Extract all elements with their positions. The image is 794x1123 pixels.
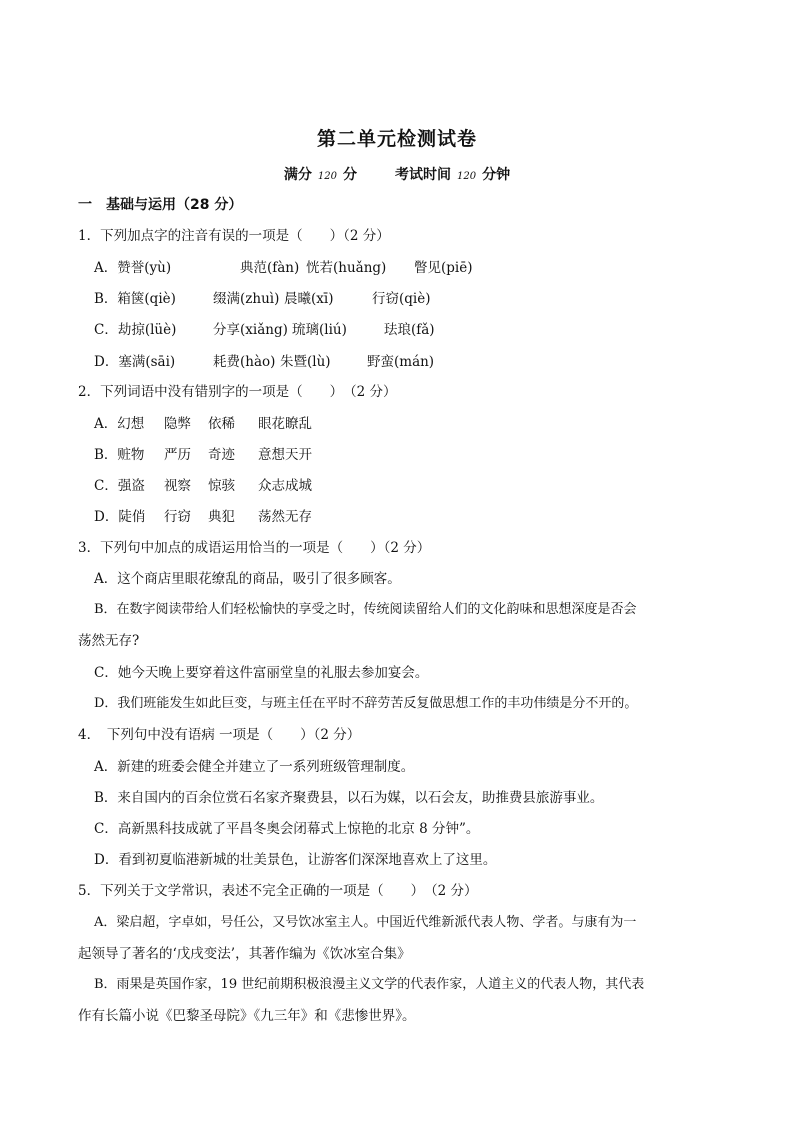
option-cell: B．箱箧(qiè) xyxy=(94,291,176,307)
score-label: 满分 xyxy=(283,167,312,183)
question-1-option-a xyxy=(94,258,694,278)
question-3-option-d: D．我们班能发生如此巨变，与班主任在平时不辞劳苦反复做思想工作的丰功伟绩是分不开的。 xyxy=(94,696,638,711)
question-3-option-b-continued: 荡然无存? xyxy=(78,633,140,649)
option-cell: 朱暨(lù) xyxy=(280,354,331,370)
option-cell: 野蛮(mán) xyxy=(367,354,435,370)
question-1-stem: 1．下列加点字的注音有误的一项是（ ）（2 分） xyxy=(78,228,390,244)
option-cell: 琉璃(liú) xyxy=(292,322,347,338)
question-5-option-a-continued: 起领导了著名的‘戊戌变法’，其著作编为《饮冰室合集》 xyxy=(78,946,411,962)
question-2-option-b xyxy=(94,445,694,465)
option-cell: 分享(xiǎng) xyxy=(213,322,288,338)
question-2-option-c xyxy=(94,476,694,496)
option-cell: 珐琅(fǎ) xyxy=(384,322,435,338)
question-1-option-d xyxy=(94,352,694,372)
option-cell: 瞥见(piē) xyxy=(414,260,473,276)
option-cell: D．陡俏 xyxy=(94,509,146,525)
option-cell: 耗费(hào) xyxy=(213,354,276,370)
option-cell: 缀满(zhuì) xyxy=(213,291,280,307)
option-cell: B．赃物 xyxy=(94,447,145,463)
option-cell: 严历 xyxy=(164,447,191,463)
score-value: 120 xyxy=(317,171,337,182)
question-5-option-b: B．雨果是英国作家，19 世纪前期积极浪漫主义文学的代表作家，人道主义的代表人物，其代表 xyxy=(94,977,645,992)
question-2-option-d xyxy=(94,507,694,527)
option-cell: 眼花瞭乱 xyxy=(258,416,312,432)
time-label: 考试时间 xyxy=(395,167,451,183)
question-4-option-a: A．新建的班委会健全并建立了一系列班级管理制度。 xyxy=(94,759,415,775)
time-value: 120 xyxy=(457,171,477,182)
option-cell: 行窃(qiè) xyxy=(372,291,431,307)
question-3-option-b: B．在数字阅读带给人们轻松愉快的享受之时，传统阅读留给人们的文化韵味和思想深度是否会 xyxy=(94,602,637,617)
option-cell: 恍若(huǎng) xyxy=(306,260,387,276)
option-cell: 典犯 xyxy=(208,509,235,525)
option-cell: 隐弊 xyxy=(164,416,191,432)
question-5-option-b-continued: 作有长篇小说《巴黎圣母院》《九三年》和《悲惨世界》。 xyxy=(78,1008,416,1024)
option-cell: 视察 xyxy=(164,478,191,494)
question-4-option-d: D．看到初夏临港新城的壮美景色，让游客们深深地喜欢上了这里。 xyxy=(94,852,497,868)
time-unit: 分钟 xyxy=(482,167,511,183)
option-cell: 典范(fàn) xyxy=(240,260,300,276)
question-2-stem: 2．下列词语中没有错别字的一项是（ ） （2 分） xyxy=(78,384,397,400)
option-cell: 晨曦(xī) xyxy=(284,291,334,307)
option-cell: D．塞满(sāi) xyxy=(94,354,176,370)
score-unit: 分 xyxy=(343,167,357,183)
option-cell: C．强盗 xyxy=(94,478,145,494)
option-cell: 意想天开 xyxy=(258,447,312,463)
section-heading: 一 基础与运用（28 分） xyxy=(78,197,243,213)
option-cell: A．赞誉(yù) xyxy=(94,260,172,276)
option-cell: 荡然无存 xyxy=(258,509,312,525)
page-title: 第二单元检测试卷 xyxy=(316,128,477,150)
option-cell: 依稀 xyxy=(208,416,235,432)
question-4-option-b: B．来自国内的百余位赏石名家齐聚费县，以石为媒，以石会友，助推费县旅游事业。 xyxy=(94,790,604,806)
option-cell: C．劫掠(lüè) xyxy=(94,322,177,338)
exam-info xyxy=(0,164,794,184)
question-5-option-a: A．梁启超，字卓如，号任公，又号饮冰室主人。中国近代维新派代表人物、学者。与康有为一 xyxy=(94,915,637,930)
option-cell: 行窃 xyxy=(164,509,191,525)
question-1-option-c xyxy=(94,320,694,340)
option-cell: 惊骇 xyxy=(208,478,235,494)
question-4-stem: 4． 下列句中没有语病 一项是（ ）（2 分） xyxy=(78,727,361,743)
question-5-stem: 5．下列关于文学常识，表述不完全正确的一项是（ ） （2 分） xyxy=(78,883,478,899)
option-cell: A．幻想 xyxy=(94,416,145,432)
question-2-option-a xyxy=(94,414,694,434)
question-3-stem: 3．下列句中加点的成语运用恰当的一项是（ ）（2 分） xyxy=(78,540,431,556)
question-4-option-c: C．高新黑科技成就了平昌冬奥会闭幕式上惊艳的北京 8 分钟”。 xyxy=(94,821,480,837)
option-cell: 众志成城 xyxy=(258,478,312,494)
question-3-option-c: C．她今天晚上要穿着这件富丽堂皇的礼服去参加宴会。 xyxy=(94,665,429,681)
question-3-option-a: A．这个商店里眼花缭乱的商品，吸引了很多顾客。 xyxy=(94,571,401,587)
option-cell: 奇迹 xyxy=(208,447,235,463)
question-1-option-b xyxy=(94,289,694,309)
